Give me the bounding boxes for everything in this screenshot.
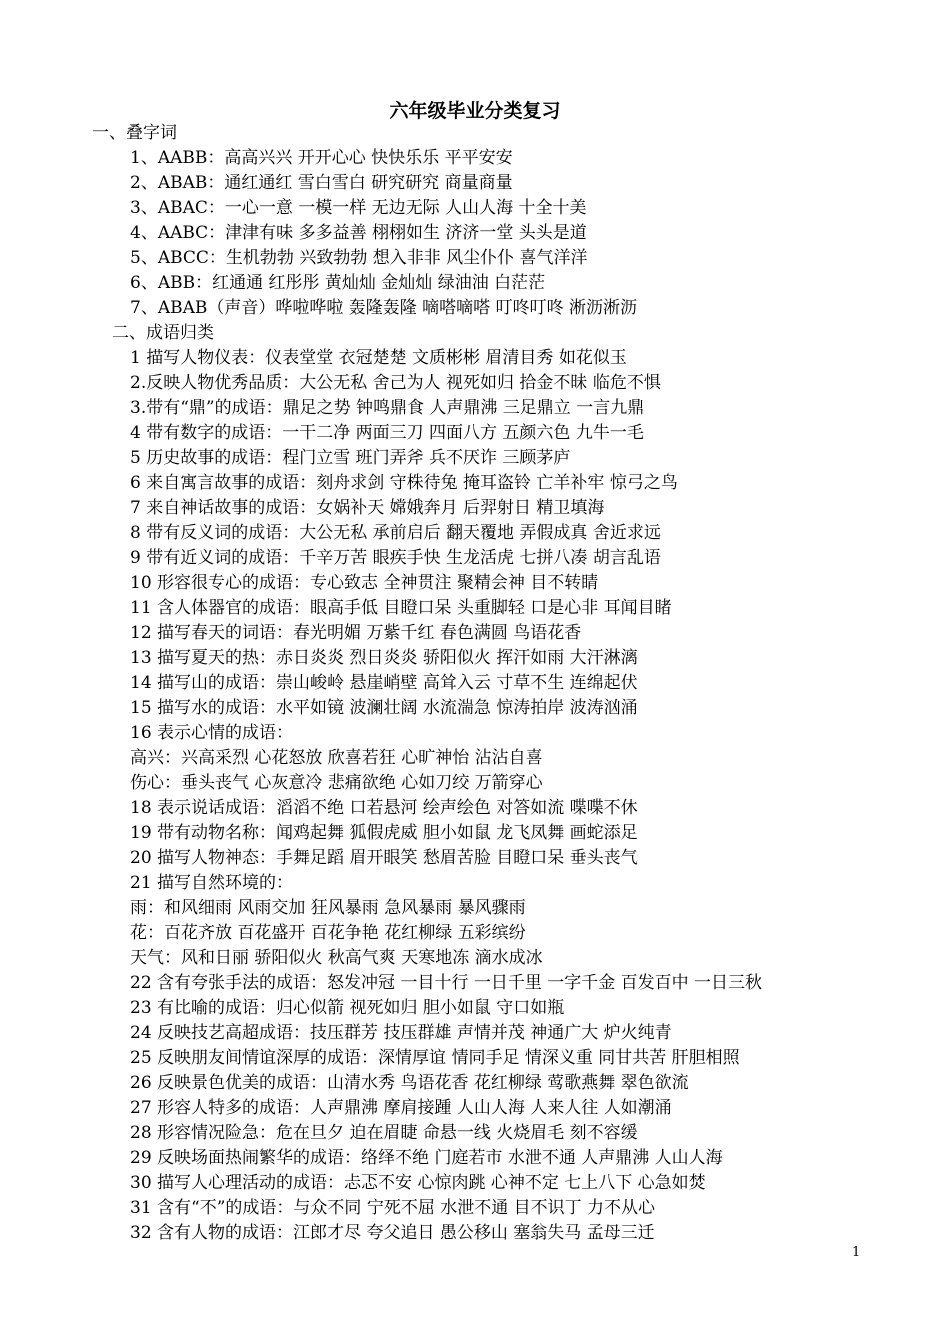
list-item: 18 表示说话成语：滔滔不绝 口若悬河 绘声绘色 对答如流 喋喋不休 — [130, 798, 638, 818]
list-item: 2、ABAB：通红通红 雪白雪白 研究研究 商量商量 — [130, 173, 513, 193]
list-item: 31 含有“不”的成语：与众不同 宁死不屈 水泄不通 目不识丁 力不从心 — [130, 1198, 656, 1218]
list-item: 7 来自神话故事的成语：女娲补天 嫦娥奔月 后羿射日 精卫填海 — [130, 498, 605, 518]
section-heading: 二、成语归类 — [112, 323, 214, 343]
list-item: 1、AABB：高高兴兴 开开心心 快快乐乐 平平安安 — [130, 148, 513, 168]
list-item: 6 来自寓言故事的成语：刻舟求剑 守株待兔 掩耳盗铃 亡羊补牢 惊弓之鸟 — [130, 473, 678, 493]
list-item: 雨：和风细雨 风雨交加 狂风暴雨 急风暴雨 暴风骤雨 — [130, 898, 526, 918]
list-item: 19 带有动物名称：闻鸡起舞 狐假虎威 胆小如鼠 龙飞凤舞 画蛇添足 — [130, 823, 638, 843]
list-item: 高兴：兴高采烈 心花怒放 欣喜若狂 心旷神怡 沾沾自喜 — [130, 748, 543, 768]
list-item: 11 含人体器官的成语：眼高手低 目瞪口呆 头重脚轻 口是心非 耳闻目睹 — [130, 598, 672, 618]
list-item: 1 描写人物仪表：仪表堂堂 衣冠楚楚 文质彬彬 眉清目秀 如花似玉 — [130, 348, 627, 368]
list-item: 13 描写夏天的热：赤日炎炎 烈日炎炎 骄阳似火 挥汗如雨 大汗淋漓 — [130, 648, 638, 668]
list-item: 23 有比喻的成语：归心似箭 视死如归 胆小如鼠 守口如瓶 — [130, 998, 565, 1018]
list-item: 26 反映景色优美的成语：山清水秀 鸟语花香 花红柳绿 莺歌燕舞 翠色欲流 — [130, 1073, 689, 1093]
content-lines — [0, 121, 950, 1246]
list-item: 32 含有人物的成语：江郎才尽 夸父追日 愚公移山 塞翁失马 孟母三迁 — [130, 1223, 655, 1243]
list-item: 5、ABCC：生机勃勃 兴致勃勃 想入非非 风尘仆仆 喜气洋洋 — [130, 248, 588, 268]
list-item: 7、ABAB（声音）哗啦哗啦 轰隆轰隆 嘀嗒嘀嗒 叮咚叮咚 淅沥淅沥 — [130, 298, 637, 318]
list-item: 6、ABB：红通通 红彤彤 黄灿灿 金灿灿 绿油油 白茫茫 — [130, 273, 546, 293]
list-item: 花：百花齐放 百花盛开 百花争艳 花红柳绿 五彩缤纷 — [130, 923, 526, 943]
list-item: 27 形容人特多的成语：人声鼎沸 摩肩接踵 人山人海 人来人往 人如潮涌 — [130, 1098, 672, 1118]
list-item: 21 描写自然环境的： — [130, 873, 294, 893]
list-item: 3、ABAC：一心一意 一模一样 无边无际 人山人海 十全十美 — [130, 198, 587, 218]
list-item: 5 历史故事的成语：程门立雪 班门弄斧 兵不厌诈 三顾茅庐 — [130, 448, 571, 468]
list-item: 4、AABC：津津有味 多多益善 栩栩如生 济济一堂 头头是道 — [130, 223, 587, 243]
list-item: 4 带有数字的成语：一干二净 两面三刀 四面八方 五颜六色 九牛一毛 — [130, 423, 644, 443]
list-item: 12 描写春天的词语：春光明媚 万紫千红 春色满圆 鸟语花香 — [130, 623, 582, 643]
list-item: 3.带有“鼎”的成语：鼎足之势 钟鸣鼎食 人声鼎沸 三足鼎立 一言九鼎 — [130, 398, 645, 418]
document-title: 六年级毕业分类复习 — [389, 100, 561, 122]
list-item: 14 描写山的成语：崇山峻岭 悬崖峭壁 高耸入云 寸草不生 连绵起伏 — [130, 673, 638, 693]
list-item: 2.反映人物优秀品质：大公无私 舍己为人 视死如归 拾金不昧 临危不惧 — [130, 373, 661, 393]
list-item: 22 含有夸张手法的成语：怒发冲冠 一目十行 一日千里 一字千金 百发百中 一日三秋 — [130, 973, 763, 993]
list-item: 16 表示心情的成语： — [130, 723, 294, 743]
list-item: 8 带有反义词的成语：大公无私 承前启后 翻天覆地 弄假成真 舍近求远 — [130, 523, 661, 543]
page-number: 1 — [852, 1245, 861, 1260]
list-item: 15 描写水的成语：水平如镜 波澜壮阔 水流湍急 惊涛拍岸 波涛汹涌 — [130, 698, 638, 718]
section-heading: 一、叠字词 — [92, 123, 177, 143]
list-item: 9 带有近义词的成语：千辛万苦 眼疾手快 生龙活虎 七拼八凑 胡言乱语 — [130, 548, 661, 568]
list-item: 伤心：垂头丧气 心灰意冷 悲痛欲绝 心如刀绞 万箭穿心 — [130, 773, 543, 793]
list-item: 29 反映场面热闹繁华的成语：络绎不绝 门庭若市 水泄不通 人声鼎沸 人山人海 — [130, 1148, 723, 1168]
list-item: 天气：风和日丽 骄阳似火 秋高气爽 天寒地冻 滴水成冰 — [130, 948, 543, 968]
list-item: 10 形容很专心的成语：专心致志 全神贯注 聚精会神 目不转睛 — [130, 573, 599, 593]
list-item: 25 反映朋友间情谊深厚的成语：深情厚谊 情同手足 情深义重 同甘共苦 肝胆相照 — [130, 1048, 740, 1068]
list-item: 28 形容情况险急：危在旦夕 迫在眉睫 命悬一线 火烧眉毛 刻不容缓 — [130, 1123, 638, 1143]
list-item: 24 反映技艺高超成语：技压群芳 技压群雄 声情并茂 神通广大 炉火纯青 — [130, 1023, 672, 1043]
list-item: 30 描写人心理活动的成语：忐忑不安 心惊肉跳 心神不定 七上八下 心急如焚 — [130, 1173, 706, 1193]
list-item: 20 描写人物神态：手舞足蹈 眉开眼笑 愁眉苦脸 目瞪口呆 垂头丧气 — [130, 848, 638, 868]
